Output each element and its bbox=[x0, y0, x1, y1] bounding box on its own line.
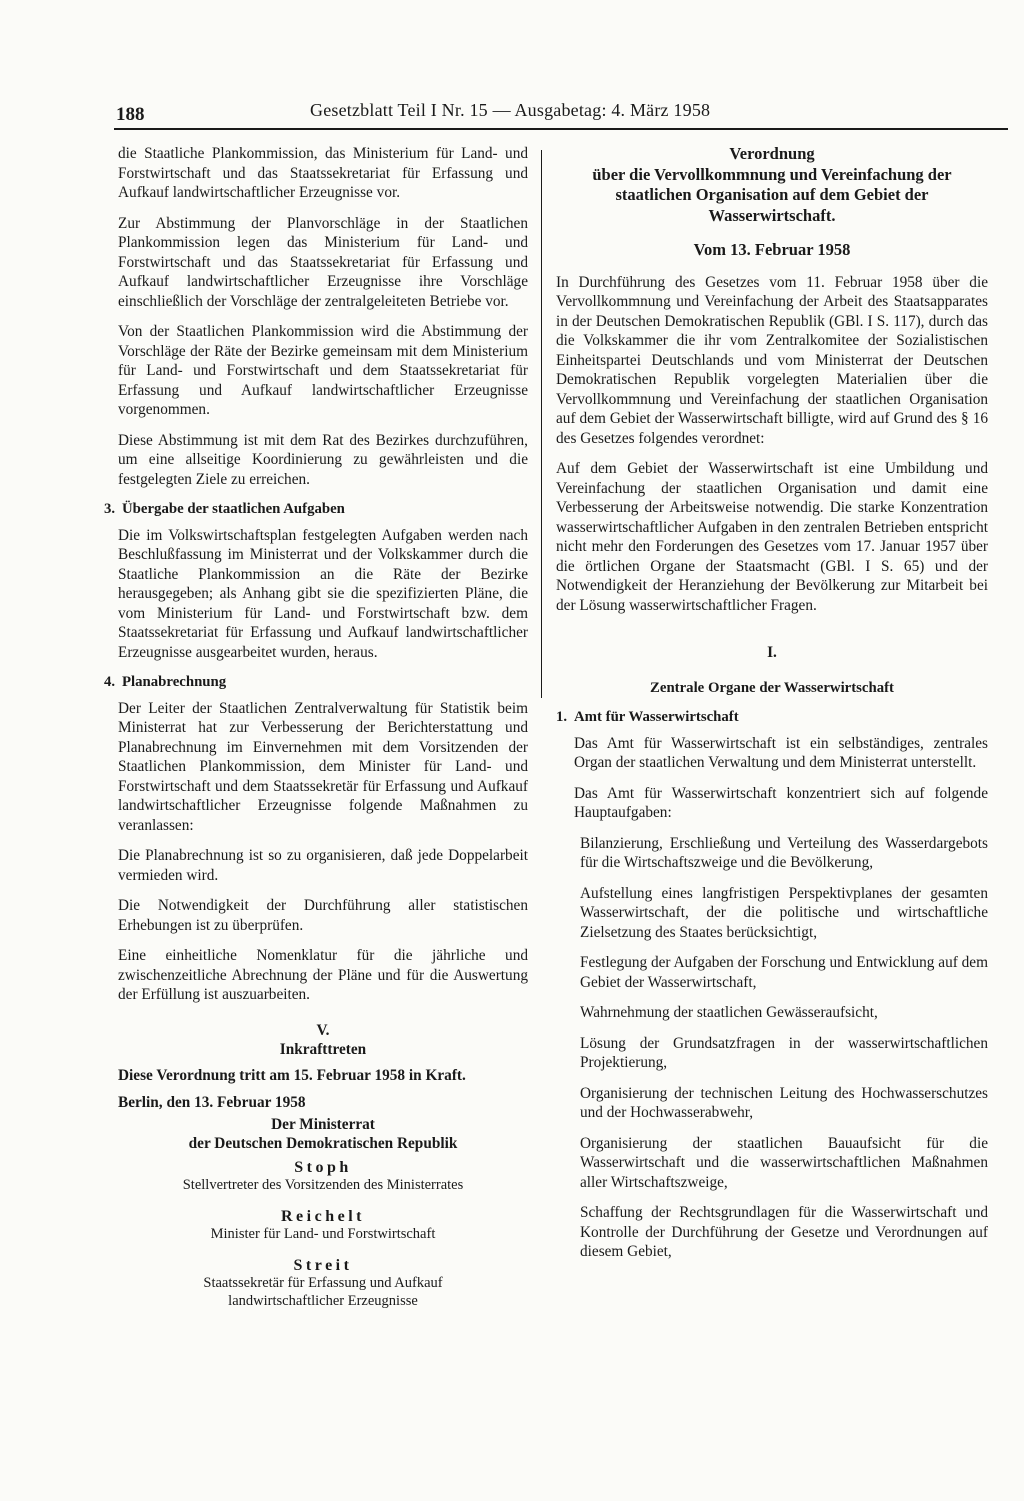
task-item: Wahrnehmung der staatlichen Gewässeraufsicht, bbox=[580, 1004, 878, 1021]
header-rule bbox=[114, 128, 1008, 130]
running-head: Gesetzblatt Teil I Nr. 15 — Ausgabetag: 4. März 1958 bbox=[310, 100, 711, 120]
measure-item: Die Notwendigkeit der Durchführung aller statistischen Erhebungen ist zu überprüfen. bbox=[118, 897, 528, 934]
signature-name: Reichelt bbox=[281, 1207, 365, 1225]
paragraph: Die im Volkswirtschaftsplan festgelegten Aufgaben werden nach Beschlußfassung im Ministerrat und der Volkskammer durch die Staatliche Plankommission an die Räte der Bezirke herausgegeben; als Anhang gibt sie die spezifizierten Pläne, die vom Ministerium für Land- und Forstwirtschaft bzw. dem Staatssekretariat für Erfassung und Aufkauf landwirtschaftlicher Erzeugnisse ausgearbeitet wurden, heraus. bbox=[118, 526, 528, 661]
paragraph: Auf dem Gebiet der Wasserwirtschaft ist eine Umbildung und Vereinfachung der staatlichen Organisation und damit eine Verbesserung der Arbeitsweise notwendig. Die starke Konzentration wasserwirtschaftlicher Aufgaben in den zentralen Betrieben entspricht nicht mehr den Forderungen des Gesetzes vom 17. Januar 1957 über die örtlichen Organe der Staatsmacht (GBl. I S. 65) und der Notwendigkeit der Heranziehung der Bevölkerung zur Mitarbeit bei der Lösung wasserwirtschaftlicher Fragen. bbox=[556, 460, 988, 614]
section-title: Planabrechnung bbox=[122, 674, 227, 690]
task-item: Festlegung der Aufgaben der Forschung und Entwicklung auf dem Gebiet der Wasserwirtschaft, bbox=[580, 954, 988, 991]
paragraph: Diese Abstimmung ist mit dem Rat des Bezirkes durchzuführen, um eine allseitige Koordinierung zu gewährleisten und die festgelegten Ziele zu erreichen. bbox=[118, 431, 528, 488]
effective-clause: Diese Verordnung tritt am 15. Februar 1958 in Kraft. bbox=[118, 1066, 466, 1084]
place-date: Berlin, den 13. Februar 1958 bbox=[118, 1094, 306, 1111]
right-column bbox=[556, 144, 988, 1273]
signature-name: Stoph bbox=[294, 1158, 352, 1176]
signature-title: landwirtschaftlicher Erzeugnisse bbox=[228, 1292, 418, 1309]
task-item: Organisierung der staatlichen Bauaufsicht für die Wasserwirtschaft und die wasserwirtschaftlichen Maßnahmen aller Wirtschaftszweige, bbox=[580, 1134, 988, 1191]
paragraph: In Durchführung des Gesetzes vom 11. Februar 1958 über die Vervollkommnung und Vereinfachung der Arbeit des Staatsapparates in der Deutschen Demokratischen Republik (GBl. I S. 117), durch das die Volkskammer die ihr vom Zentralkomitee der Sozialistischen Einheitspartei Deutschlands und vom Ministerrat der Deutschen Demokratischen Republik vorgelegten Materialien über die Vervollkommnung und Vereinfachung der staatlichen Organisation auf dem Gebiet der Wasserwirtschaft billigte, wird auf Grund des § 16 des Gesetzes folgendes verordnet: bbox=[556, 273, 988, 447]
task-item: Lösung der Grundsatzfragen in der wasserwirtschaftlichen Projektierung, bbox=[580, 1034, 988, 1071]
section-title: Amt für Wasserwirtschaft bbox=[574, 709, 739, 725]
task-list bbox=[556, 834, 988, 1262]
task-item: Schaffung der Rechtsgrundlagen für die Wasserwirtschaft und Kontrolle der Durchführung der Gesetze und Verordnungen auf diesem Gebiet, bbox=[580, 1204, 988, 1260]
paragraph: Das Amt für Wasserwirtschaft ist ein selbständiges, zentrales Organ der staatlichen Verwaltung und dem Ministerrat unterstellt. bbox=[574, 734, 988, 771]
signature-title: Staatssekretär für Erfassung und Aufkauf bbox=[203, 1275, 443, 1291]
section-number: 4. bbox=[104, 674, 116, 690]
title-line: Wasserwirtschaft. bbox=[708, 205, 836, 225]
decree-date: Vom 13. Februar 1958 bbox=[693, 240, 851, 259]
title-line: staatlichen Organisation auf dem Gebiet der bbox=[615, 185, 929, 204]
part-number: I. bbox=[767, 644, 777, 661]
signatory-body: der Deutschen Demokratischen Republik bbox=[188, 1135, 458, 1152]
title-line: über die Vervollkommnung und Vereinfachung der bbox=[592, 164, 952, 184]
left-column bbox=[104, 144, 528, 1310]
task-item: Bilanzierung, Erschließung und Verteilung des Wasserdargebots für die Wirtschaftszweige und die Bevölkerung, bbox=[580, 834, 988, 871]
part-title: Inkrafttreten bbox=[279, 1041, 367, 1058]
measure-item: Eine einheitliche Nomenklatur für die jährliche und zwischenzeitliche Abrechnung der Pläne und für die Auswertung der Erfüllung ist auszuarbeiten. bbox=[118, 947, 528, 1003]
task-item: Aufstellung eines langfristigen Perspektivplanes der gesamten Wasserwirtschaft, der die politische und wirtschaftliche Zielsetzung des Staates berücksichtigt, bbox=[580, 884, 988, 941]
section-heading-3 bbox=[104, 500, 528, 520]
paragraph: Der Leiter der Staatlichen Zentralverwaltung für Statistik beim Ministerrat hat zur Verbesserung der Berichterstattung und Planabrechnung im Einvernehmen mit dem Vorsitzenden der Staatlichen Plankommission, dem Minister für Land- und Forstwirtschaft und dem Staatssekretär für Erfassung und Aufkauf landwirtschaftlicher Erzeugnisse folgende Maßnahmen zu veranlassen: bbox=[118, 699, 528, 834]
measure-item: Die Planabrechnung ist so zu organisieren, daß jede Doppelarbeit vermieden wird. bbox=[118, 847, 528, 884]
signatory-body: Der Ministerrat bbox=[271, 1115, 375, 1133]
signature-title: Stellvertreter des Vorsitzenden des Ministerrates bbox=[182, 1177, 464, 1193]
page-number: 188 bbox=[116, 104, 145, 125]
section-title: Übergabe der staatlichen Aufgaben bbox=[122, 501, 345, 517]
part-number: V. bbox=[316, 1021, 330, 1039]
signature-title: Minister für Land- und Forstwirtschaft bbox=[210, 1226, 436, 1242]
column-divider bbox=[541, 150, 542, 698]
section-number: 1. bbox=[556, 709, 568, 725]
paragraph: Das Amt für Wasserwirtschaft konzentriert sich auf folgende Hauptaufgaben: bbox=[574, 784, 988, 821]
part-title: Zentrale Organe der Wasserwirtschaft bbox=[650, 679, 894, 696]
decree-title bbox=[556, 144, 988, 226]
section-heading-4 bbox=[104, 673, 528, 693]
paragraph: Zur Abstimmung der Planvorschläge in der Staatlichen Plankommission legen das Ministerium für Land- und Forstwirtschaft und das Staatssekretariat für Erfassung und Aufkauf landwirtschaftlicher Erzeugnisse ihre Vorschläge einschließlich der Vorschläge der zentralgeleiteten Betriebe vor. bbox=[118, 214, 528, 310]
signature-name: Streit bbox=[293, 1256, 353, 1274]
paragraph: die Staatliche Plankommission, das Ministerium für Land- und Forstwirtschaft und das Staatssekretariat für Erfassung und Aufkauf landwirtschaftlicher Erzeugnisse vor. bbox=[118, 145, 528, 201]
task-item: Organisierung der technischen Leitung des Hochwasserschutzes und der Hochwasserabwehr, bbox=[580, 1084, 988, 1121]
section-number: 3. bbox=[104, 501, 116, 517]
title-line: Verordnung bbox=[729, 144, 815, 163]
paragraph: Von der Staatlichen Plankommission wird die Abstimmung der Vorschläge der Räte der Bezirke gemeinsam mit dem Ministerium für Land- und Forstwirtschaft und dem Staatssekretariat für Erfassung und Aufkauf landwirtschaftlicher Erzeugnisse vorgenommen. bbox=[118, 323, 528, 418]
section-heading-1 bbox=[556, 708, 988, 728]
